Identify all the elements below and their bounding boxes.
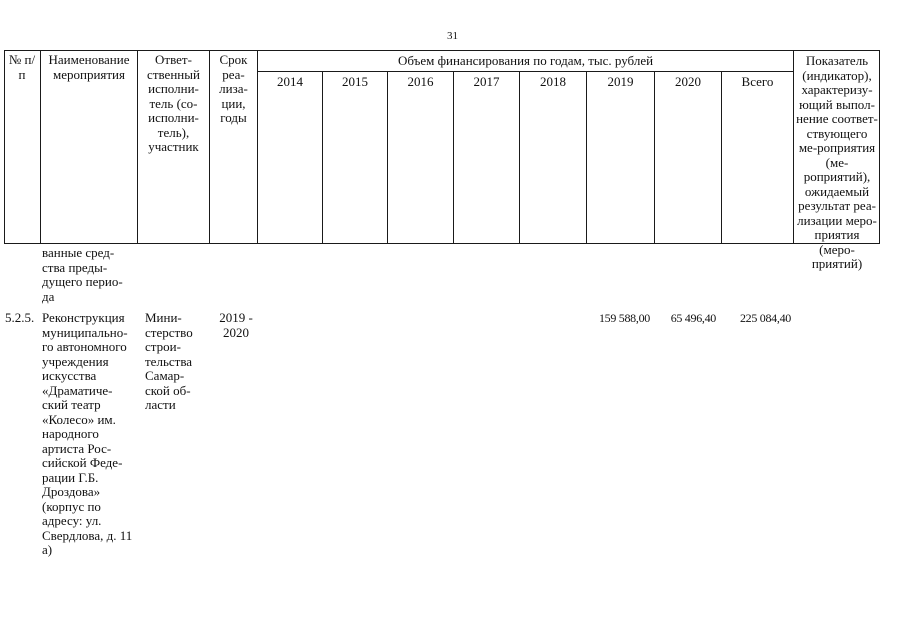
carry-over-text: ванные сред-ства преды-дущего перио-да [42,245,123,304]
header-total: Всего [741,74,774,89]
row-name: Реконструкция муниципально-го автономного учреждения искусства «Драматиче-ский театр «Колесо» им. народного артиста Рос-сийской Феде-рации Г.Б. Дроздова» (корпус по адресу: ул. Свердлова, д. 11 а) [42,310,133,557]
page-number: 31 [447,30,458,42]
header-year-2014: 2014 [277,74,303,89]
header-term: Срок реа-лиза-ции, годы [219,52,248,125]
header-year-2020: 2020 [675,74,701,89]
row-executor: Мини-стерство строи-тельства Самар-ской об-ласти [145,310,193,412]
header-financing-title: Объем финансирования по годам, тыс. рублей [397,53,654,68]
header-executor: Ответ-ственный исполни-тель (со-исполни-тель), участник [147,52,200,154]
row-term: 2019 - 2020 [219,310,253,340]
row-value-total: 225 084,40 [739,311,791,325]
header-name: Наименование мероприятия [48,52,130,82]
row-value-2019: 159 588,00 [598,311,650,325]
row-number: 5.2.5. [5,310,35,325]
header-year-2019: 2019 [607,74,634,89]
header-number: № п/п [8,52,36,82]
row-value-2020: 65 496,40 [670,311,716,325]
header-year-2016: 2016 [407,74,434,89]
header-indicator: Показатель (индикатор), характеризу-ющий выпол-нение соответ-ствующего ме-роприятия (ме-роприятий), ожидаемый результат реа-лизации меро-приятия (меро-приятий) [796,53,878,271]
header-year-2018: 2018 [540,74,566,89]
header-year-2015: 2015 [342,74,368,89]
header-year-2017: 2017 [473,74,500,89]
